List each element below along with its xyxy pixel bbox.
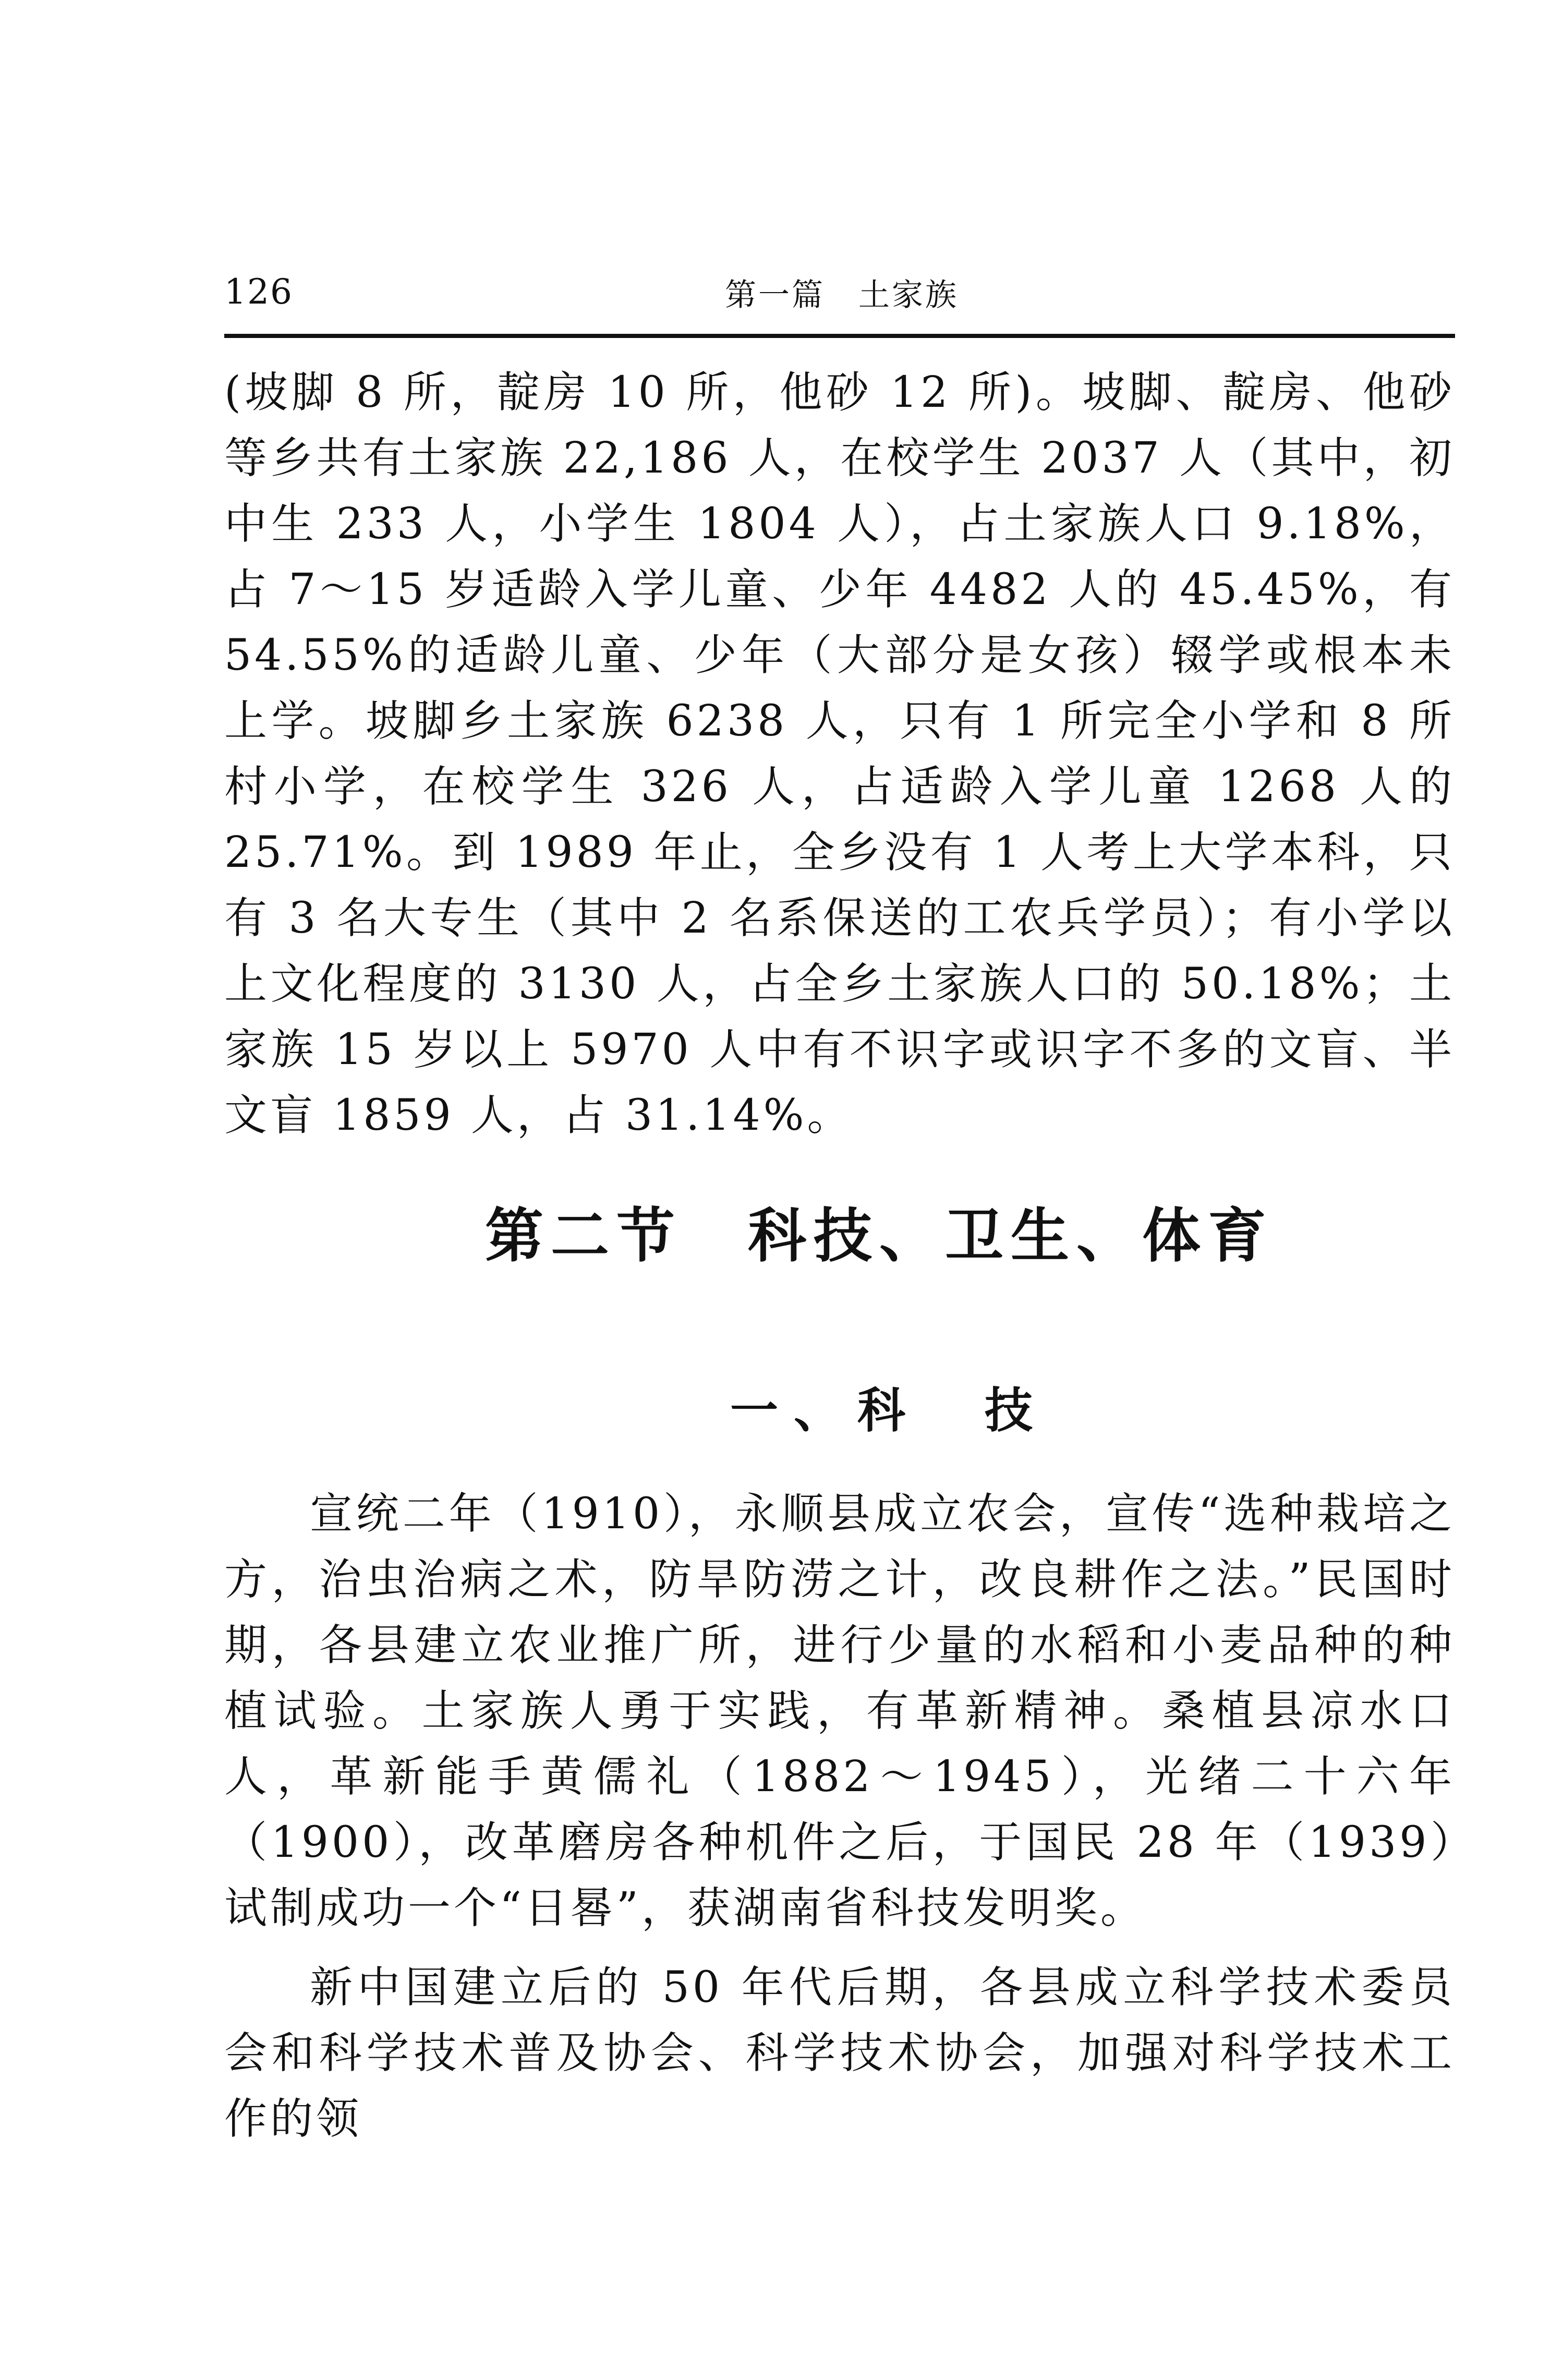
subsection-heading: 一、科 技 bbox=[730, 1383, 1049, 1439]
running-head: 第一篇 土家族 bbox=[725, 277, 959, 313]
paragraph-2: 宣统二年（1910），永顺县成立农会，宣传“选种栽培之方，治虫治病之术，防旱防涝之计，改良耕作之法。”民国时期，各县建立农业推广所，进行少量的水稻和小麦品种的种植试验。土家族人勇于实践，有革新精神。桑植县凉水口人，革新能手黄儒礼（1882～1945），光绪二十六年（1900），改革磨房各种机件之后，于国民 28 年（1939）试制成功一个“日晷”，获湖南省科技发明奖。 bbox=[224, 1489, 1455, 1933]
paragraph-1: (坡脚 8 所，靛房 10 所，他砂 12 所)。坡脚、靛房、他砂等乡共有土家族 22,186 人，在校学生 2037 人（其中，初中生 233 人，小学生 1804 人），占土家族人口 9.18%，占 7～15 岁适龄入学儿童、少年 4482 人的 45.45%，有 54.55%的适龄儿童、少年（大部分是女孩）辍学或根本未上学。坡脚乡土家族 6238 人，只有 1 所完全小学和 8 所村小学，在校学生 326 人，占适龄入学儿童 1268 人的 25.71%。到 1989 年止，全乡没有 1 人考上大学本科，只有 3 名大专生（其中 2 名系保送的工农兵学员）；有小学以上文化程度的 3130 人，占全乡土家族人口的 50.18%；土家族 15 岁以上 5970 人中有不识字或识字不多的文盲、半文盲 1859 人，占 31.14%。 bbox=[224, 368, 1455, 1140]
paragraph-3: 新中国建立后的 50 年代后期，各县成立科学技术委员会和科学技术普及协会、科学技术协会，加强对科学技术工作的领 bbox=[224, 1963, 1455, 2144]
page-header bbox=[224, 261, 1455, 318]
page-number: 126 bbox=[224, 272, 293, 312]
header-rule bbox=[224, 334, 1455, 338]
section-heading: 第二节 科技、卫生、体育 bbox=[485, 1202, 1274, 1270]
